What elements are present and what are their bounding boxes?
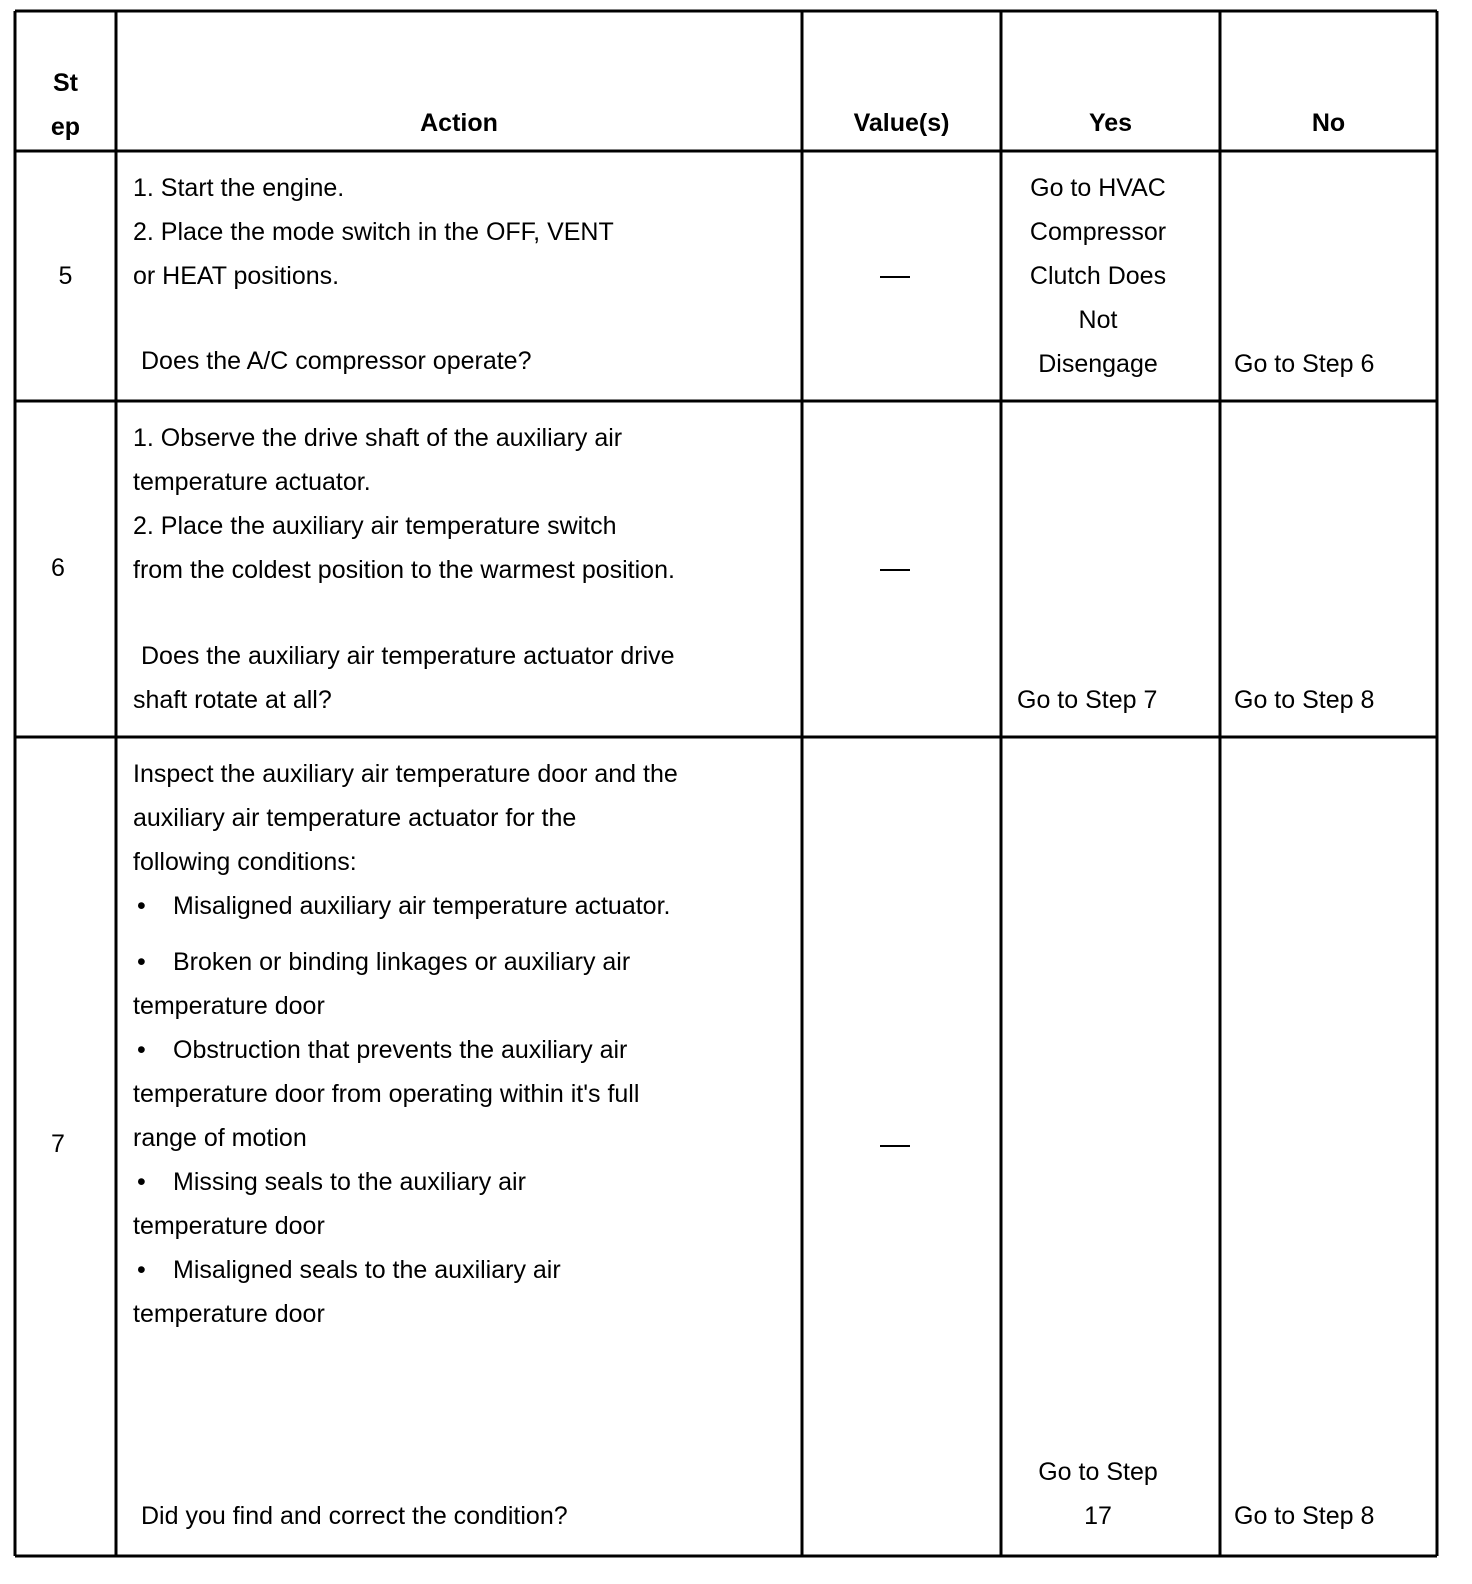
bullet-item-continued: temperature door xyxy=(133,1300,325,1328)
header-step-line2: ep xyxy=(50,113,81,141)
question-line: shaft rotate at all? xyxy=(133,686,332,714)
yes-result xyxy=(1001,1450,1195,1538)
no-result: Go to Step 8 xyxy=(1234,1502,1375,1530)
header-action: Action xyxy=(420,109,498,137)
bullet-glyph: • xyxy=(137,948,146,976)
value-dash xyxy=(880,1145,910,1147)
question-line: Does the auxiliary air temperature actuator drive xyxy=(141,642,675,670)
bullet-item: Missing seals to the auxiliary air xyxy=(173,1168,526,1196)
action-line: 2. Place the mode switch in the OFF, VENT xyxy=(133,218,614,246)
header-step-line1: St xyxy=(53,69,78,97)
step-number: 6 xyxy=(51,554,65,582)
bullet-item: Obstruction that prevents the auxiliary air xyxy=(173,1036,628,1064)
action-line: Inspect the auxiliary air temperature door and the xyxy=(133,760,678,788)
bullet-item: Misaligned seals to the auxiliary air xyxy=(173,1256,561,1284)
header-step xyxy=(15,61,116,149)
header-no: No xyxy=(1311,109,1346,137)
action-line: auxiliary air temperature actuator for the xyxy=(133,804,577,832)
yes-result: Go to Step 7 xyxy=(1017,686,1158,714)
action-text xyxy=(133,416,675,592)
bullet-item: Misaligned auxiliary air temperature actuator. xyxy=(173,892,671,920)
yes-line: Clutch Does xyxy=(1029,262,1167,290)
action-line: 1. Start the engine. xyxy=(133,174,345,202)
bullet-item-continued: temperature door from operating within it's full xyxy=(133,1080,640,1108)
action-line: 1. Observe the drive shaft of the auxiliary air xyxy=(133,424,623,452)
yes-line: Go to Step xyxy=(1038,1458,1158,1486)
header-values: Value(s) xyxy=(853,109,950,137)
yes-result xyxy=(1001,166,1195,386)
action-question: Does the A/C compressor operate? xyxy=(141,347,532,375)
bullet-item-continued: temperature door xyxy=(133,1212,325,1240)
bullet-glyph: • xyxy=(137,1036,146,1064)
action-line: temperature actuator. xyxy=(133,468,371,496)
header-yes: Yes xyxy=(1088,109,1133,137)
action-line: from the coldest position to the warmest position. xyxy=(133,556,675,584)
yes-line: Go to HVAC xyxy=(1030,174,1166,202)
yes-line: Not xyxy=(1078,306,1118,334)
action-line: 2. Place the auxiliary air temperature switch xyxy=(133,512,617,540)
yes-line: 17 xyxy=(1084,1502,1112,1530)
value-dash xyxy=(880,276,910,278)
action-text xyxy=(133,166,614,298)
no-result: Go to Step 8 xyxy=(1234,686,1375,714)
yes-line: Disengage xyxy=(1038,350,1158,378)
bullet-item-continued: range of motion xyxy=(133,1124,307,1152)
no-result: Go to Step 6 xyxy=(1234,350,1375,378)
bullet-glyph: • xyxy=(137,892,146,920)
action-text xyxy=(133,752,678,884)
bullet-glyph: • xyxy=(137,1256,146,1284)
action-line: or HEAT positions. xyxy=(133,262,340,290)
action-question: Did you find and correct the condition? xyxy=(141,1502,568,1530)
yes-line: Compressor xyxy=(1029,218,1167,246)
value-dash xyxy=(880,569,910,571)
bullet-item: Broken or binding linkages or auxiliary air xyxy=(173,948,631,976)
bullet-glyph: • xyxy=(137,1168,146,1196)
step-number: 7 xyxy=(51,1130,65,1158)
step-number: 5 xyxy=(58,262,73,290)
action-line: following conditions: xyxy=(133,848,357,876)
action-question xyxy=(133,634,675,722)
bullet-item-continued: temperature door xyxy=(133,992,325,1020)
